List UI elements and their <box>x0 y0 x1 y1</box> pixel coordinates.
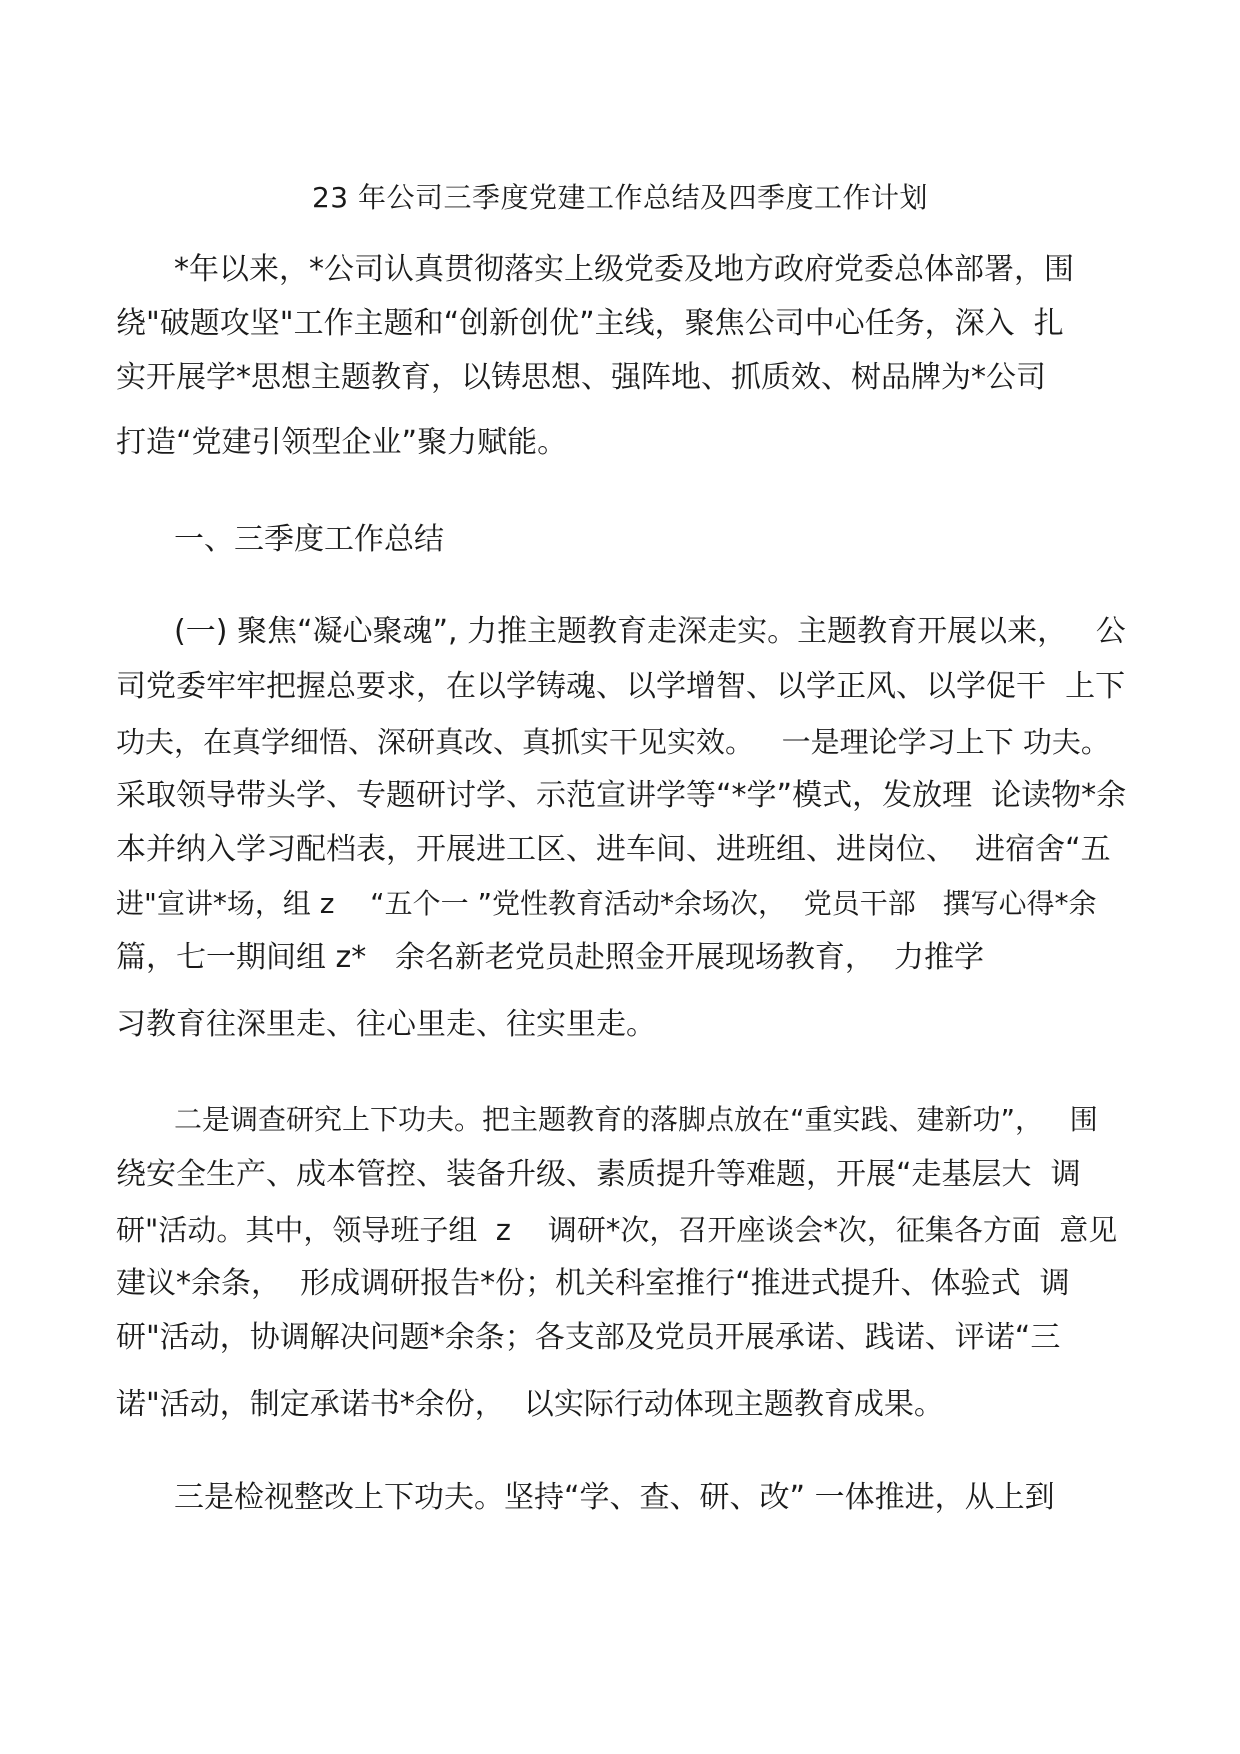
para3-line-1: 三是检视整改上下功夫。坚持“学、查、研、改” 一体推进，从上到 <box>174 1480 1055 1515</box>
para1-line-5: 本并纳入学习配档表，开展进工区、进车间、进班组、进岗位、 进宿舍“五 <box>116 832 1111 867</box>
intro-line-4: 打造“党建引领型企业”聚力赋能。 <box>116 425 568 460</box>
para2-line-3: 研"活动。其中，领导班子组 z 调研*次，召开座谈会*次，征集各方面 意见 <box>116 1213 1118 1247</box>
para2-line-2: 绕安全生产、成本管控、装备升级、素质提升等难题，开展“走基层大 调 <box>116 1157 1081 1192</box>
para2-line-6: 诺"活动，制定承诺书*余份， 以实际行动体现主题教育成果。 <box>116 1387 944 1422</box>
para1-line-2: 司党委牢牢把握总要求，在以学铸魂、以学增智、以学正风、以学促干 上下 <box>116 669 1126 704</box>
para2-line-4: 建议*余条， 形成调研报告*份；机关科室推行“推进式提升、体验式 调 <box>116 1266 1070 1301</box>
intro-line-1: *年以来，*公司认真贯彻落实上级党委及地方政府党委总体部署，围 <box>174 252 1074 287</box>
para1-line-6: 进"宣讲*场，组 z “五个一 ”党性教育活动*余场次， 党员干部 撰写心得*余 <box>116 887 1097 920</box>
para2-line-5: 研"活动，协调解决问题*余条；各支部及党员开展承诺、践诺、评诺“三 <box>116 1320 1061 1355</box>
para1-line-4: 采取领导带头学、专题研讨学、示范宣讲学等“*学”模式，发放理 论读物*余 <box>116 778 1127 813</box>
intro-line-3: 实开展学*思想主题教育，以铸思想、强阵地、抓质效、树品牌为*公司 <box>116 360 1046 395</box>
section-heading: 一、三季度工作总结 <box>174 522 444 557</box>
para1-line-7: 篇，七一期间组 z* 余名新老党员赴照金开展现场教育， 力推学 <box>116 940 984 975</box>
para1-line-3: 功夫，在真学细悟、深研真改、真抓实干见实效。 一是理论学习上下 功夫。 <box>116 725 1110 759</box>
document-title: 23 年公司三季度党建工作总结及四季度工作计划 <box>311 181 929 214</box>
para1-line-8: 习教育往深里走、往心里走、往实里走。 <box>116 1007 656 1042</box>
intro-line-2: 绕"破题攻坚"工作主题和“创新创优”主线，聚焦公司中心任务，深入 扎 <box>116 306 1064 341</box>
para2-line-1: 二是调查研究上下功夫。把主题教育的落脚点放在“重实践、建新功”， 围 <box>174 1103 1098 1136</box>
para1-line-1: (一) 聚焦“凝心聚魂”, 力推主题教育走深走实。主题教育开展以来， 公 <box>174 614 1126 649</box>
